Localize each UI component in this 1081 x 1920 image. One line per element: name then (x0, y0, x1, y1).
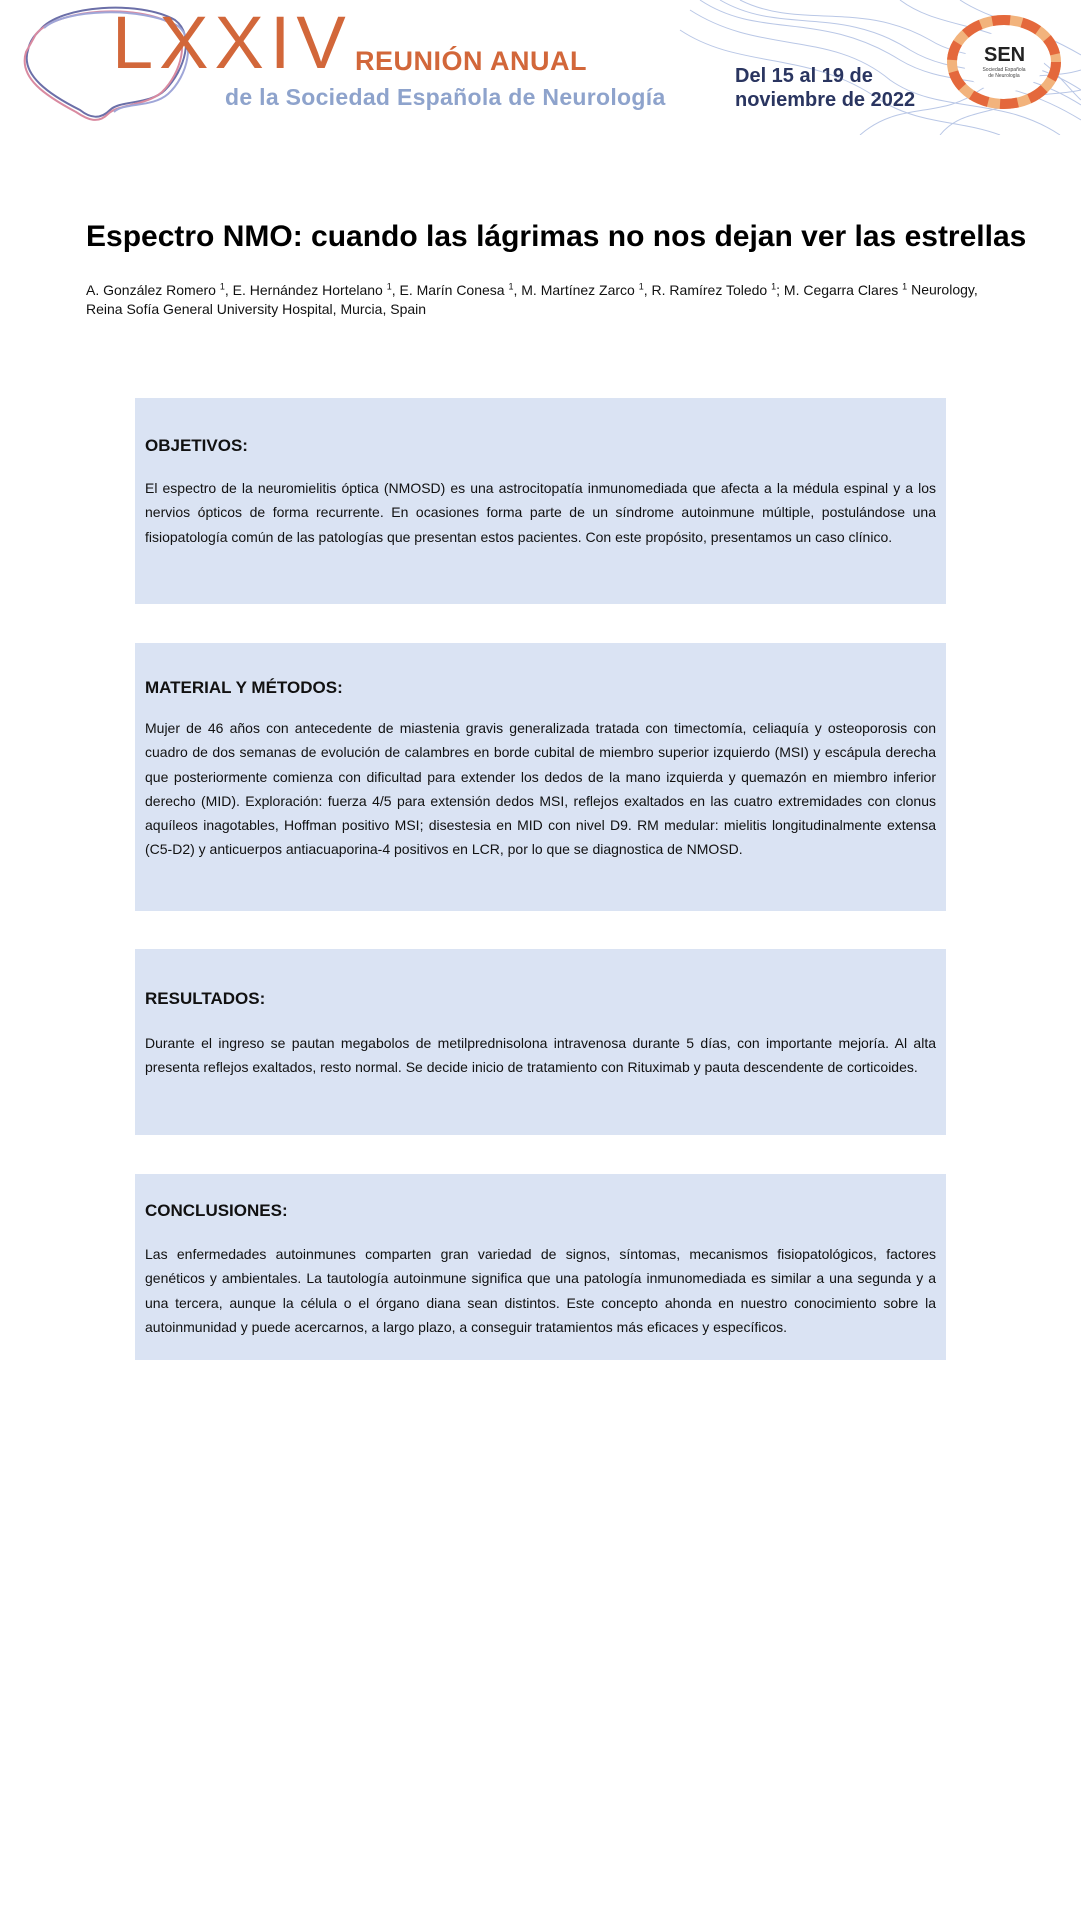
section-body: Las enfermedades autoinmunes comparten gran variedad de signos, síntomas, mecanismos fisiopatológicos, factores genéticos y ambientales. La tautología autoinmune significa que una patología inmunomediada es similar a una segunda y a una tercera, aunque la célula o el órgano diana sean distintos. Este concepto ahonda en nuestro conocimiento sobre la autoinmunidad y puede acercarnos, a largo plazo, a conseguir tratamientos más eficaces y específicos. (145, 1246, 936, 1335)
event-dates (735, 64, 915, 112)
sen-logo-text: SEN (984, 44, 1026, 66)
affiliation: Neurology, Reina Sofía General University Hospital, Murcia, Spain (86, 281, 978, 317)
section-body: El espectro de la neuromielitis óptica (NMOSD) es una astrocitopatía inmunomediada que afecta a la médula espinal y a los nervios ópticos de forma recurrente. En ocasiones forma parte de un síndrome autoinmune múltiple, postulándose una fisiopatología común de las patologías que presentan estos pacientes. Con este propósito, presentamos un caso clínico. (145, 480, 936, 545)
society-name: de la Sociedad Española de Neurología (225, 84, 666, 110)
section-material-metodos (135, 643, 946, 911)
author: E. Hernández Hortelano $^1$, (232, 281, 400, 298)
section-conclusiones (135, 1174, 946, 1360)
author: A. González Romero $^1$, (86, 281, 233, 298)
section-objetivos (135, 398, 946, 604)
conference-banner (0, 0, 1081, 135)
section-heading: RESULTADOS: (145, 989, 266, 1008)
dates-line-2: noviembre de 2022 (735, 89, 916, 111)
edition-numeral: LXXIV (112, 1, 352, 84)
dates-line-1: Del 15 al 19 de (735, 65, 873, 87)
author-list (86, 277, 1006, 319)
section-heading: OBJETIVOS: (145, 436, 248, 455)
author: E. Marín Conesa $^1$, (399, 281, 522, 298)
author: M. Cegarra Clares $^1$ (783, 281, 908, 298)
paper-title: Espectro NMO: cuando las lágrimas no nos dejan ver las estrellas (86, 220, 1027, 253)
author: R. Ramírez Toledo $^1$; (651, 281, 784, 298)
section-heading: MATERIAL Y MÉTODOS: (145, 678, 343, 697)
author: M. Martínez Zarco $^1$, (521, 281, 652, 298)
section-body: Mujer de 46 años con antecedente de miastenia gravis generalizada tratada con timectomía, celiaquía y osteoporosis con cuadro de dos semanas de evolución de calambres en borde cubital de miembro superior izquierdo (MSI) y escápula derecha que posteriormente comienza con dificultad para extender los dedos de la mano izquierda y quemazón en miembro inferior derecho (MID). Exploración: fuerza 4/5 para extensión dedos MSI, reflejos exaltados en las cuatro extremidades con clonus aquíleos inagotables, Hoffman positivo MSI; disestesia en MID con nivel D9. RM medular: mielitis longitudinalmente extensa (C5-D2) y anticuerpos antiacuaporina-4 positivos en LCR, por lo que se diagnostica de NMOSD. (145, 720, 936, 858)
section-heading: CONCLUSIONES: (145, 1201, 288, 1220)
section-resultados (135, 949, 946, 1135)
sen-logo-subtext: Sociedad Española de Neurología (982, 67, 1026, 79)
section-body: Durante el ingreso se pautan megabolos de metilprednisolona intravenosa durante 5 días, con importante mejoría. Al alta presenta reflejos exaltados, resto normal. Se decide inicio de tratamiento con Rituximab y pauta descendente de corticoides. (145, 1035, 936, 1076)
meeting-name: REUNIÓN ANUAL (355, 46, 587, 76)
